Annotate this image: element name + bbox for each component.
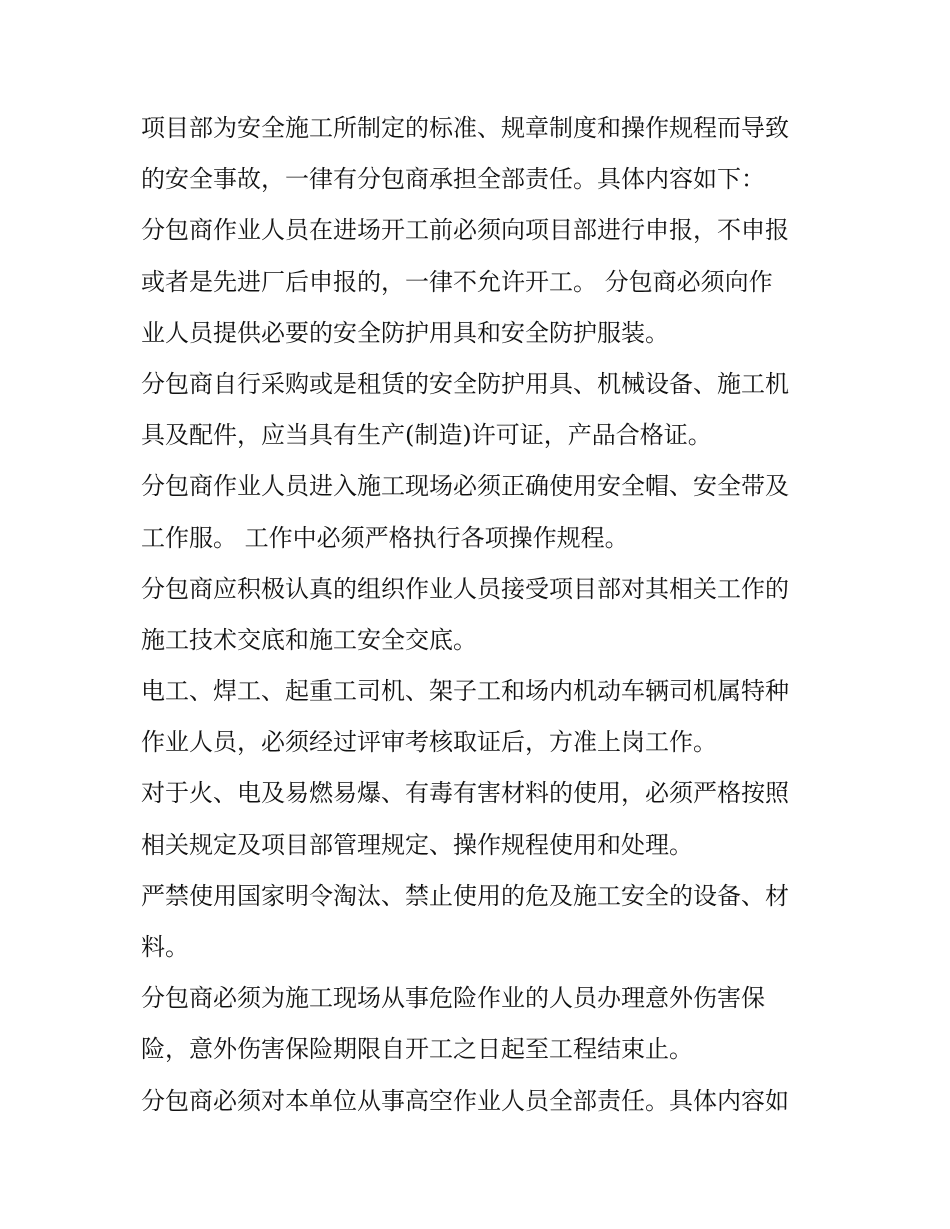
text-line: 施工技术交底和施工安全交底。: [141, 625, 477, 654]
text-line: 业人员提供必要的安全防护用具和安全防护服装。: [141, 318, 669, 347]
text-line: 具及配件，应当具有生产(制造)许可证，产品合格证。: [141, 421, 712, 450]
text-line: 分包商应积极认真的组织作业人员接受项目部对其相关工作的: [141, 574, 789, 603]
text-line: 严禁使用国家明令淘汰、禁止使用的危及施工安全的设备、材: [141, 881, 789, 910]
text-line: 工作服。 工作中必须严格执行各项操作规程。: [141, 523, 629, 552]
text-line: 分包商自行采购或是租赁的安全防护用具、机械设备、施工机: [141, 369, 789, 398]
text-line: 料。: [141, 933, 189, 961]
text-line: 分包商必须为施工现场从事危险作业的人员办理意外伤害保: [141, 984, 765, 1013]
text-line: 险，意外伤害保险期限自开工之日起至工程结束止。: [141, 1035, 693, 1064]
text-line: 或者是先进厂后申报的，一律不允许开工。 分包商必须向作: [141, 267, 773, 296]
text-line: 项目部为安全施工所制定的标准、规章制度和操作规程而导致: [141, 114, 789, 142]
document-body: [141, 103, 816, 1127]
text-line: 分包商必须对本单位从事高空作业人员全部责任。具体内容如: [141, 1086, 789, 1115]
text-line: 相关规定及项目部管理规定、操作规程使用和处理。: [141, 830, 693, 859]
text-line: 对于火、电及易燃易爆、有毒有害材料的使用，必须严格按照: [141, 779, 789, 808]
text-line: 分包商作业人员进入施工现场必须正确使用安全帽、安全带及: [141, 472, 789, 501]
text-line: 分包商作业人员在进场开工前必须向项目部进行申报，不申报: [141, 216, 789, 245]
text-line: 电工、焊工、起重工司机、架子工和场内机动车辆司机属特种: [141, 677, 789, 706]
text-line: 作业人员，必须经过评审考核取证后，方准上岗工作。: [141, 728, 717, 757]
text-line: 的安全事故，一律有分包商承担全部责任。具体内容如下：: [141, 165, 765, 194]
